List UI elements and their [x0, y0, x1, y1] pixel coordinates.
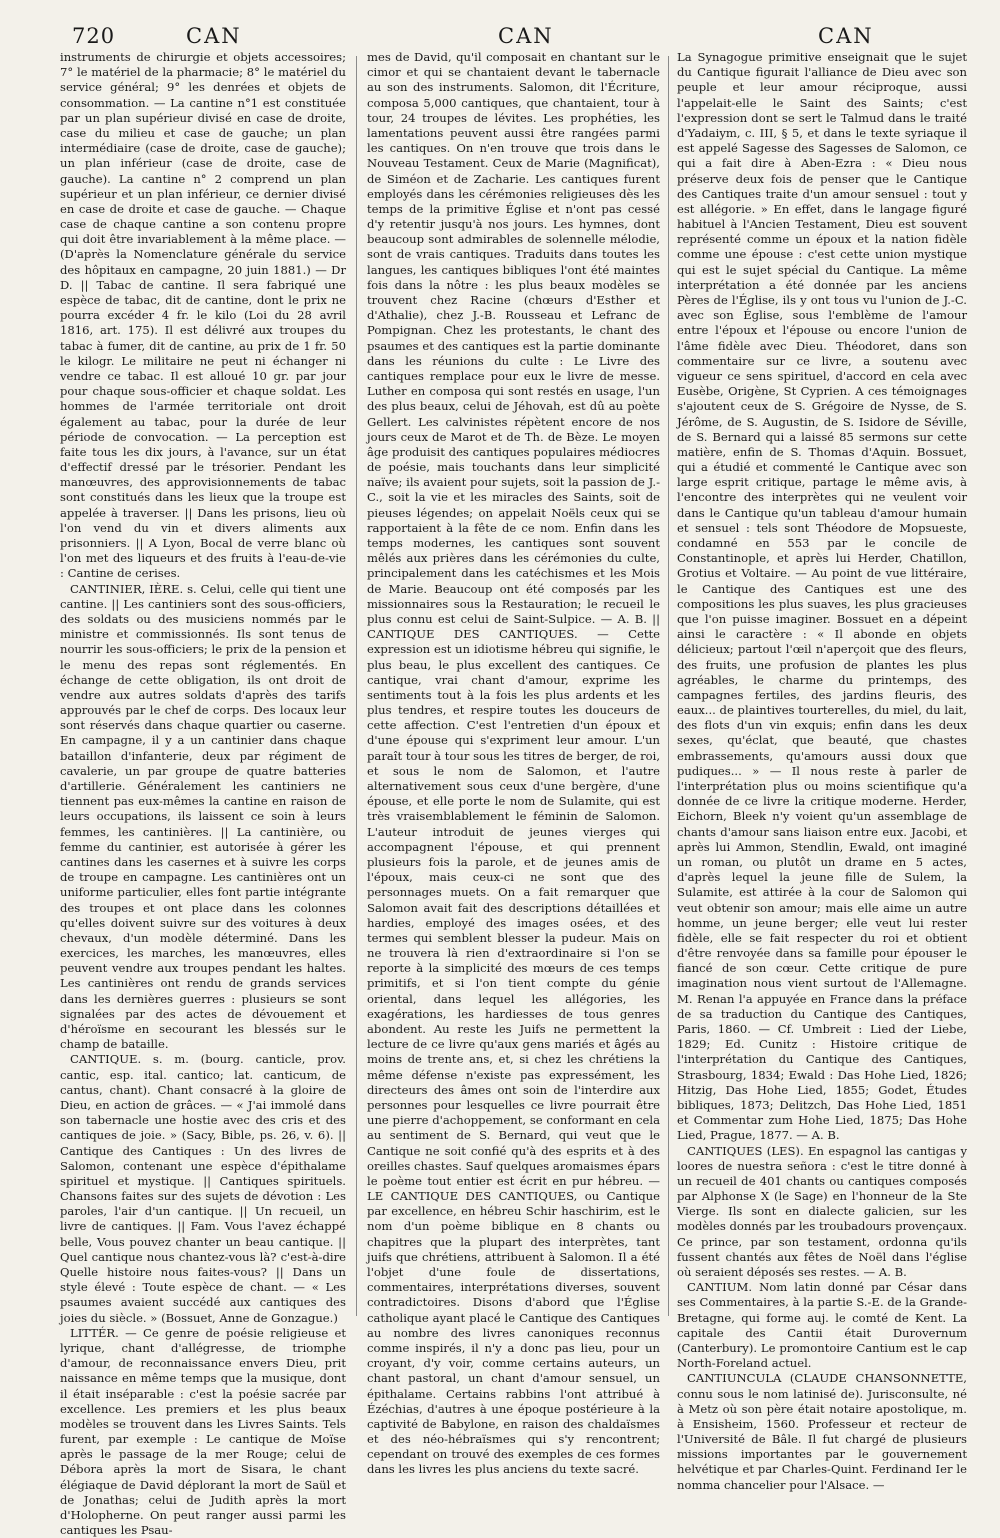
- paragraph-cantine-cont: instruments de chirurgie et objets accessoires; 7° le matériel de la pharmacie; 8° le matériel du service général; 9° les denrées et objets de consommation. — La cantine n°1 est constituée par un plan supérieur divisé en case de droite, case du milieu et case de gauche; un plan intermédiaire (case de droite, case de gauche); un plan inférieur (case de droite, case de gauche). La cantine n° 2 comprend un plan supérieur et un plan inférieur, ce dernier divisé en case de droite et case de gauche. — Chaque case de chaque cantine a son contenu propre qui doit être invariablement à la même place. — (D'après la Nomenclature générale du service des hôpitaux en campagne, 20 juin 1881.) — Dr D. || Tabac de cantine. Il sera fabriqué une espèce de tabac, dit de cantine, dont le prix ne pourra excéder 4 fr. le kilo (Loi du 28 avril 1816, art. 175). Il est délivré aux troupes du tabac à fumer, dit de cantine, au prix de 1 fr. 50 le kilogr. Le militaire ne peut ni échanger ni vendre ce tabac. Il est alloué 10 gr. par jour pour chaque sous-officier et chaque soldat. Les hommes de l'armée territoriale ont droit également au tabac, pour la durée de leur période de convocation. — La perception est faite tous les dix jours, à l'avance, sur un état d'effectif dressé par le trésorier. Pendant les manœuvres, des approvisionnements de tabac sont constitués dans les lieux que la troupe est appelée à traverser. || Dans les prisons, lieu où l'on vend du vin et divers aliments aux prisonniers. || A Lyon, Bocal de verre blanc où l'on met des liqueurs et des fruits à l'eau-de-vie : Cantine de cerises.: [60, 50, 346, 581]
- page-number: 720: [72, 24, 116, 48]
- paragraph-cantique-des-cantiques-cont: La Synagogue primitive enseignait que le sujet du Cantique figurait l'alliance de Dieu avec son peuple et leur amour réciproque, aussi l'appelait-elle le Saint des Saints; c'est l'expression dont se sert le Talmud dans le traité d'Yadaiym, c. III, § 5, et dans le texte syriaque il est appelé Sagesse des Sagesses de Salomon, ce qui a fait dire à Aben-Ezra : « Dieu nous préserve deux fois de penser que le Cantique des Cantiques traite d'un amour sensuel : tout y est allégorie. » En effet, dans le langage figuré habituel à l'Ancien Testament, Dieu est souvent représenté comme un époux et la nation fidèle comme une épouse : c'est cette union mystique qui est le sujet spécial du Cantique. La même interprétation a été donnée par les anciens Pères de l'Église, ils y ont tous vu l'union de J.-C. avec son Église, sous l'emblème de l'amour entre l'époux et l'épouse ou encore l'union de l'âme fidèle avec Dieu. Théodoret, dans son commentaire sur ce livre, a soutenu avec vigueur ce sens spirituel, d'accord en cela avec Eusèbe, Origène, St Cyprien. A ces témoignages s'ajoutent ceux de S. Grégoire de Nysse, de S. Jérôme, de S. Augustin, de S. Isidore de Séville, de S. Bernard qui a laissé 85 sermons sur cette matière, enfin de S. Thomas d'Aquin. Bossuet, qui a étudié et commenté le Cantique avec son large esprit critique, partage le même avis, à l'encontre des interprètes qui ne veulent voir dans le Cantique qu'un tableau d'amour humain et sensuel : tels sont Théodore de Mopsueste, condamné en 553 par le concile de Constantinople, et après lui Herder, Chatillon, Grotius et Voltaire. — Au point de vue littéraire, le Cantique des Cantiques est une des compositions les plus suaves, les plus gracieuses que l'on puisse imaginer. Bossuet en a dépeint ainsi le caractère : « Il abonde en objets délicieux; partout l'œil n'aperçoit que des fleurs, des fruits, une profusion de plantes les plus agréables, le charme du printemps, des campagnes fertiles, des jardins fleuris, des eaux... de plaintives tourterelles, du miel, du lait, des flots d'un vin exquis; enfin dans les deux sexes, qu'éclat, que beauté, que chastes embrassements, qu'amours aussi doux que pudiques... » — Il nous reste à parler de l'interprétation plus ou moins scientifique qu'a donnée de ce livre la critique moderne. Herder, Eichorn, Bleek n'y voient qu'un assemblage de chants d'amour sans liaison entre eux. Jacobi, et après lui Ammon, Stendlin, Ewald, ont imaginé un roman, ou plutôt un drame en 5 actes, d'après lequel la jeune fille de Sulem, la Sulamite, est attirée à la cour de Salomon qui veut obtenir son amour; mais elle aime un autre homme, un jeune berger; elle veut lui rester fidèle, elle se fait respecter du roi et obtient d'être renvoyée dans sa famille pour épouser le fiancé de son cœur. Cette critique de pure imagination nous vient surtout de l'Allemagne. M. Renan l'a appuyée en France dans la préface de sa traduction du Cantique des Cantiques, Paris, 1860. — Cf. Umbreit : Lied der Liebe, 1829; Ed. Cunitz : Histoire critique de l'interprétation du Cantique des Cantiques, Strasbourg, 1834; Ewald : Das Hohe Lied, 1826; Hitzig, Das Hohe Lied, 1855; Godet, Études bibliques, 1873; Delitzch, Das Hohe Lied, 1851 et Commentar zum Hohe Lied, 1875; Das Hohe Lied, Prague, 1877. — A. B.: [677, 50, 967, 1143]
- entry-cantium: CANTIUM. Nom latin donné par César dans ses Commentaires, à la partie S.-E. de la Grande-Bretagne, qui forme auj. le comté de Kent. La capitale des Cantii était Durovernum (Canterbury). Le promontoire Cantium est le cap North-Foreland actuel.: [677, 1280, 967, 1371]
- column-divider-right: [668, 56, 669, 1316]
- text-column-left: [60, 50, 346, 1538]
- left-headword: CAN: [186, 24, 242, 48]
- text-column-center: [367, 50, 660, 1478]
- section-litter: LITTÉR. — Ce genre de poésie religieuse et lyrique, chant d'allégresse, de triomphe d'amour, de reconnaissance envers Dieu, prit naissance en même temps que la musique, dont il était inséparable : c'est la poésie sacrée par excellence. Les premiers et les plus beaux modèles se trouvent dans les Livres Saints. Tels furent, par exemple : Le cantique de Moïse après le passage de la mer Rouge; celui de Débora après la mort de Sisara, le chant élégiaque de David déplorant la mort de Saül et de Jonathas; celui de Judith après la mort d'Holopherne. On peut ranger aussi parmi les cantiques les Psau-: [60, 1325, 346, 1538]
- entry-cantiques-les: CANTIQUES (LES). En espagnol las cantigas y loores de nuestra señora : c'est le titre donné à un recueil de 401 chants ou cantiques composés par Alphonse X (le Sage) en l'honneur de la Ste Vierge. Ils sont en dialecte galicien, sur les modèles donnés par les troubadours provençaux. Ce prince, par son testament, ordonna qu'ils fussent chantés aux fêtes de Noël dans l'église où seraient déposés ses restes. — A. B.: [677, 1143, 968, 1279]
- center-headword: CAN: [498, 24, 554, 48]
- entry-cantinier: CANTINIER, IÈRE. s. Celui, celle qui tient une cantine. || Les cantiniers sont des sous-officiers, des soldats ou des musiciens nommés par le ministre et commissionnés. Ils sont tenus de nourrir les sous-officiers; le prix de la pension et le menu des repas sont réglementés. En échange de cette obligation, ils ont droit de vendre aux autres soldats d'après des tarifs approuvés par le chef de corps. Des locaux leur sont réservés dans chaque quartier ou caserne. En campagne, il y a un cantinier dans chaque bataillon d'infanterie, deux par régiment de cavalerie, un par groupe de quatre batteries d'artillerie. Généralement les cantiniers ne tiennent pas eux-mêmes la cantine en raison de leurs occupations, ils laissent ce soin à leurs femmes, les cantinières. || La cantinière, ou femme du cantinier, est autorisée à gérer les cantines dans les casernes et à suivre les corps de troupe en campagne. Les cantinières ont un uniforme particulier, elles font partie intégrante des troupes et ont place dans les colonnes qu'elles doivent suivre sur des voitures à deux chevaux, d'un modèle déterminé. Dans les exercices, les marches, les manœuvres, elles peuvent vendre aux troupes pendant les haltes. Les cantinières ont rendu de grands services dans les dernières guerres : plusieurs se sont signalées par des actes de dévouement et d'héroïsme en secourant les blessés sur le champ de bataille.: [60, 581, 346, 1052]
- text-column-right: [677, 50, 967, 1493]
- entry-cantiuncula: CANTIUNCULA (CLAUDE CHANSONNETTE, connu sous le nom latinisé de). Jurisconsulte, né à Metz où son père était notaire apostolique, m. à Ensisheim, 1560. Professeur et recteur de l'Université de Bâle. Il fut chargé de plusieurs missions importantes par le gouvernement helvétique et par Charles-Quint. Ferdinand Ier le nomma chancelier pour l'Alsace. —: [677, 1371, 967, 1492]
- paragraph-cantique-cont: mes de David, qu'il composait en chantant sur le cimor et qui se chantaient devant le tabernacle au son des instruments. Salomon, dit l'Écriture, composa 5,000 cantiques, que chantaient, tour à tour, 24 troupes de lévites. Les prophéties, les lamentations peuvent aussi être rangées parmi les cantiques. On n'en trouve que trois dans le Nouveau Testament. Ceux de Marie (Magnificat), de Siméon et de Zacharie. Les cantiques furent employés dans les cérémonies religieuses dès les temps de la primitive Église et n'ont pas cessé d'y retentir jusqu'à nos jours. Les hymnes, dont beaucoup sont admirables de solennelle mélodie, sont de vrais cantiques. Traduits dans toutes les langues, les cantiques bibliques l'ont été maintes fois dans la nôtre : les plus beaux modèles se trouvent chez Racine (chœurs d'Esther et d'Athalie), chez J.-B. Rousseau et Lefranc de Pompignan. Chez les protestants, le chant des psaumes et des cantiques est la partie dominante dans les réunions du culte : Le Livre des cantiques remplace pour eux le livre de messe. Luther en composa qui sont restés en usage, l'un des plus beaux, celui de Jéhovah, est dû au poète Gellert. Les calvinistes répètent encore de nos jours ceux de Marot et de Th. de Bèze. Le moyen âge produisit des cantiques populaires médiocres de poésie, mais touchants dans leur simplicité naïve; ils avaient pour sujets, soit la passion de J.-C., soit la vie et les miracles des Saints, soit de pieuses légendes; on appelait Noëls ceux qui se rapportaient à la fête de ce nom. Enfin dans les temps modernes, les cantiques sont souvent mêlés aux prières dans les cérémonies du culte, principalement dans les catéchismes et les Mois de Marie. Beaucoup ont été composés par les missionnaires sous la Restauration; le recueil le plus connu est celui de Saint-Sulpice. — A. B. || CANTIQUE DES CANTIQUES. — Cette expression est un idiotisme hébreu qui signifie, le plus beau, le plus excellent des cantiques. Ce cantique, vrai chant d'amour, exprime les sentiments tout à la fois les plus ardents et les plus tendres, et respire toutes les douceurs de cette affection. C'est l'entretien d'un époux et d'une épouse qui s'expriment leur amour. L'un paraît tour à tour sous les titres de berger, de roi, et sous le nom de Salomon, et l'autre alternativement sous ceux d'une bergère, d'une épouse, et elle porte le nom de Sulamite, qui est très vraisemblablement le féminin de Salomon. L'auteur introduit de jeunes vierges qui accompagnent l'épouse, et qui prennent plusieurs fois la parole, et de jeunes amis de l'époux, mais ceux-ci ne sont que des personnages muets. On a fait remarquer que Salomon avait fait des descriptions détaillées et hardies, employé des images osées, et des termes qui semblent blesser la pudeur. Mais on ne trouvera là rien d'extraordinaire si l'on se reporte à la simplicité des mœurs de ces temps primitifs, et si l'on tient compte du génie oriental, dans lequel les allégories, les exagérations, les hardiesses de tous genres abondent. Au reste les Juifs ne permettent la lecture de ce livre qu'aux gens mariés et âgés au moins de trente ans, et, si chez les chrétiens la même défense n'existe pas expressément, les directeurs des âmes ont soin de l'interdire aux personnes pour lesquelles ce livre pourrait être une pierre d'achoppement, se conformant en cela au sentiment de S. Bernard, qui veut que le Cantique ne soit confié qu'à des esprits et à des oreilles chastes. Sauf quelques aromaismes épars le poème tout entier est écrit en pur hébreu. — LE CANTIQUE DES CANTIQUES, ou Cantique par excellence, en hébreu Schir haschirim, est le nom d'un poème biblique en 8 chants ou chapitres que la plupart des interprètes, tant juifs que chrétiens, attribuent à Salomon. Il a été l'objet d'une foule de dissertations, commentaires, interprétations diverses, souvent contradictoires. Disons d'abord que l'Église catholique ayant placé le Cantique des Cantiques au nombre des livres canoniques reconnus comme inspirés, il n'y a donc pas lieu, pour un croyant, d'y voir, comme certains auteurs, un chant pastoral, un chant d'amour sensuel, un épithalame. Certains rabbins l'ont attribué à Ézéchias, d'autres à une époque postérieure à la captivité de Babylone, en raison des chaldaïsmes et des néo-hébraïsmes qui s'y rencontrent; cependant on trouvé des exemples de ces formes dans les livres les plus anciens du texte sacré.: [367, 50, 661, 1477]
- right-headword: CAN: [818, 24, 874, 48]
- entry-cantique: CANTIQUE. s. m. (bourg. canticle, prov. cantic, esp. ital. cantico; lat. canticum, de cantus, chant). Chant consacré à la gloire de Dieu, en action de grâces. — « J'ai immolé dans son tabernacle une hostie avec des cris et des cantiques de joie. » (Sacy, Bible, ps. 26, v. 6). || Cantique des Cantiques : Un des livres de Salomon, contenant une espèce d'épithalame spirituel et mystique. || Cantiques spirituels. Chansons faites sur des sujets de dévotion : Les paroles, l'air d'un cantique. || Un recueil, un livre de cantiques. || Fam. Vous l'avez échappé belle, Vous pouvez chanter un beau cantique. || Quel cantique nous chantez-vous là? c'est-à-dire Quelle histoire nous faites-vous? || Dans un style élevé : Toute espèce de chant. — « Les psaumes avaient succédé aux cantiques des joies du siècle. » (Bossuet, Anne de Gonzague.): [60, 1052, 346, 1325]
- column-divider-left: [356, 56, 357, 1316]
